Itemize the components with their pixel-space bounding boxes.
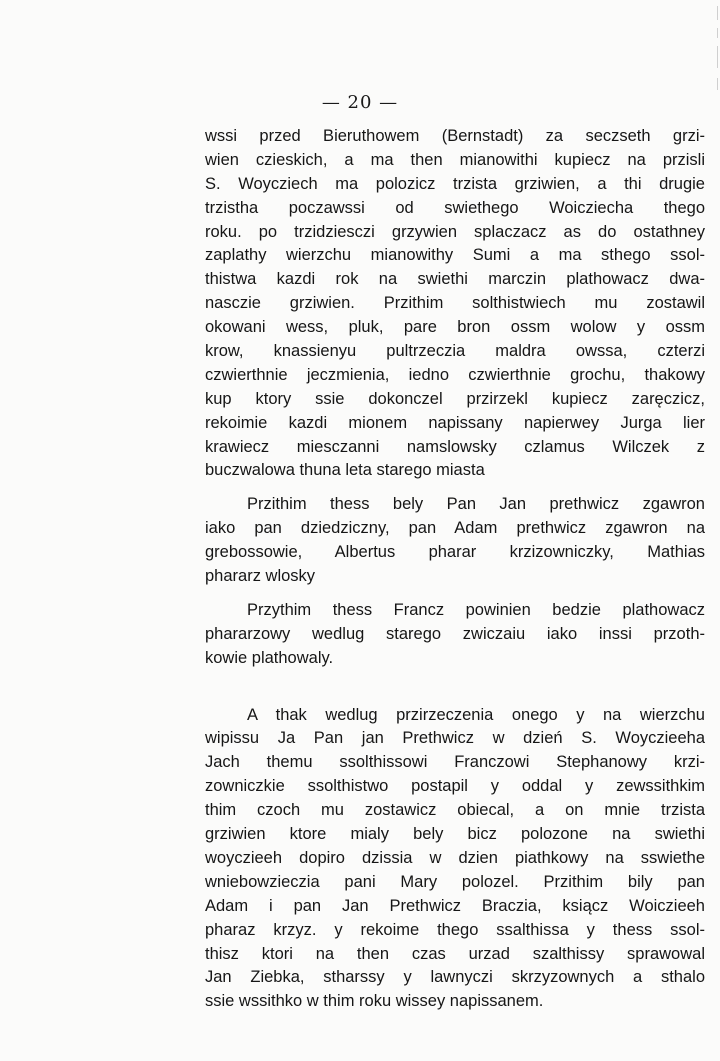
text-line: grziwien ktore mialy bely bicz polozone na swiethi: [205, 825, 705, 844]
text-line: Adam i pan Jan Prethwicz Braczia, ksiącz Woiczieeh: [205, 896, 705, 915]
paragraph-1: [205, 125, 705, 483]
text-line: kup ktory ssie dokonczel przirzekl kupiecz zaręczicz,: [205, 389, 705, 408]
body-text: [205, 125, 705, 1014]
text-line: Jan Ziebka, stharssy y lawnyczi skrzyzownych a sthalo: [205, 968, 705, 987]
text-line: wniebowzieczia pani Mary polozel. Przithim bily pan: [205, 872, 705, 891]
paragraph-4: [205, 704, 705, 1015]
text-line: pharaz krzyz. y rekoime thego ssalthissa y thess ssol-: [205, 920, 705, 939]
text-line: krow, knassienyu pultrzeczia maldra owssa, czterzi: [205, 342, 705, 361]
paragraph-spacer: [205, 483, 705, 493]
text-line: rekoimie kazdi mionem napissany napierwey Jurga lier: [205, 413, 705, 432]
text-line: thistwa kazdi rok na swiethi marczin plathowacz dwa-: [205, 270, 705, 289]
text-line: thim czoch mu zostawicz obiecal, a on mnie trzista: [205, 801, 705, 820]
paragraph-2: [205, 493, 705, 589]
text-line: wssi przed Bieruthowem (Bernstadt) za seczseth grzi-: [205, 127, 705, 145]
text-line: zowniczkie ssolthistwo postapil y oddal y zewssithkim: [205, 777, 705, 796]
text-line: czwierthnie jeczmienia, iedno czwierthnie grochu, thakowy: [205, 365, 705, 384]
text-line: phararz wlosky: [205, 567, 316, 586]
text-line: ssie wssithko w thim roku wissey napissanem.: [205, 992, 544, 1011]
text-line: S. Woycziech ma polozicz trzista grziwien, a thi drugie: [205, 174, 705, 193]
text-line: woyczieeh dopiro dzissia w dzien piathkowy na sswiethe: [205, 848, 705, 867]
text-line: roku. po trzidziesczi grzywien splaczacz as do ostathney: [205, 222, 705, 241]
text-line: Jach themu ssolthissowi Franczowi Stephanowy krzi-: [205, 753, 705, 772]
text-line: iako pan dziedziczny, pan Adam prethwicz zgawron na: [205, 519, 705, 538]
paragraph-spacer: [205, 671, 705, 704]
text-line: Przythim thess Francz powinien bedzie plathowacz: [247, 600, 705, 619]
text-line: kowie plathowaly.: [205, 648, 334, 667]
text-line: krawiecz miesczanni namslowsky czlamus Wilczek z: [205, 437, 705, 456]
text-line: Przithim thess bely Pan Jan prethwicz zgawron: [247, 495, 705, 514]
text-line: trzistha poczawssi od swiethego Woicziecha thego: [205, 198, 705, 217]
paragraph-spacer: [205, 589, 705, 599]
text-line: buczwalowa thuna leta starego miasta: [205, 461, 485, 480]
text-line: wien czieskich, a ma then mianowithi kupiecz na przisli: [205, 150, 705, 169]
text-line: zaplathy wierzchu mianowithy Sumi a ma sthego ssol-: [205, 246, 705, 265]
page-number: — 20 —: [321, 92, 399, 113]
text-line: phararzowy wedlug starego zwiczaiu iako inssi przoth-: [205, 624, 705, 643]
paragraph-3: [205, 599, 705, 671]
text-line: okowani wess, pluk, pare bron ossm wolow y ossm: [205, 318, 705, 337]
text-line: nasczie grziwien. Przithim solthistwiech mu zostawil: [205, 294, 705, 313]
text-line: wipissu Ja Pan jan Prethwicz w dzień S. Woyczieeha: [205, 729, 705, 748]
text-line: A thak wedlug przirzeczenia onego y na wierzchu: [247, 705, 705, 724]
text-line: thisz ktori na then czas urzad szalthissy sprawowal: [205, 944, 705, 963]
text-line: grebossowie, Albertus pharar krzizowniczky, Mathias: [205, 543, 705, 562]
